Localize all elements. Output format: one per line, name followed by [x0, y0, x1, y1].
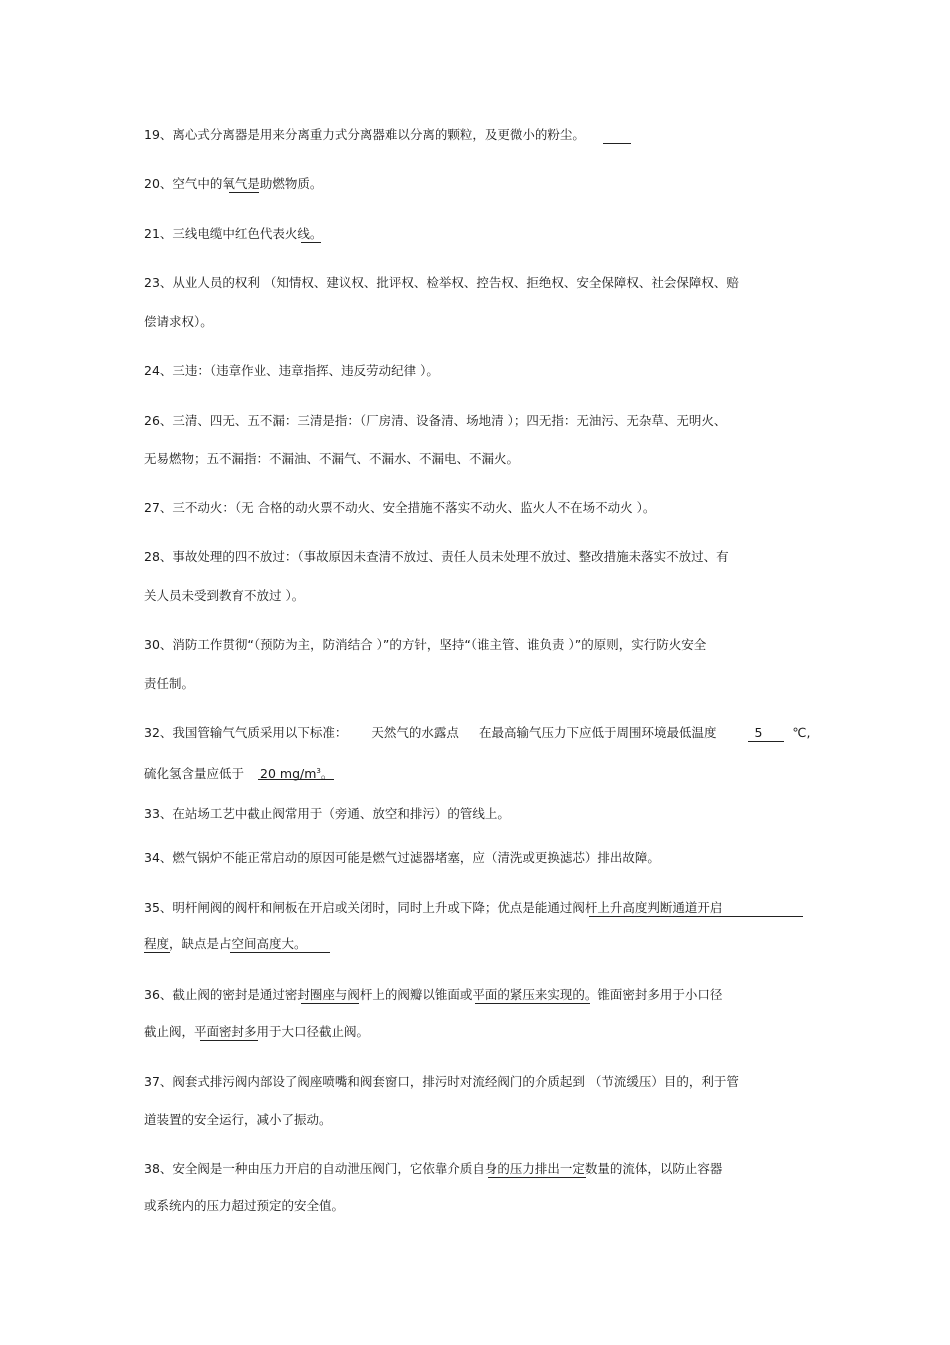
item-28-line2: 关人员未受到教育不放过 ）。 — [144, 588, 305, 603]
item-26-line1: 26、三清、四无、五不漏：三清是指：（厂房清、设备清、场地清 ）；四无指：无油污、无杂草、无明火、 — [144, 413, 727, 428]
answer-underline — [258, 779, 334, 780]
answer-underline — [301, 242, 321, 243]
item-38-line2: 或系统内的压力超过预定的安全值。 — [144, 1198, 345, 1213]
item-30-line1: 30、消防工作贯彻“（预防为主，防消结合 ）”的方针，坚持“（谁主管、谁负责 ）”的原则，实行防火安全 — [144, 637, 707, 652]
item-36-line2: 截止阀，平面密封多用于大口径截止阀。 — [144, 1024, 370, 1039]
answer-underline — [229, 192, 259, 193]
answer-underline — [488, 1177, 586, 1178]
item-37-line1: 37、阀套式排污阀内部设了阀座喷嘴和阀套窗口，排污时对流经阀门的介质起到 （节流缓压）目的，利于管 — [144, 1074, 739, 1089]
item-32-text: 在最高输气压力下应低于周围环境最低温度 — [478, 725, 717, 740]
answer-underline — [589, 916, 803, 917]
answer-underline — [301, 1003, 359, 1004]
answer-underline — [748, 741, 784, 742]
answer-value: 20 mg/m — [260, 766, 317, 782]
item-35-line2: 程度，缺点是占空间高度大。 — [144, 936, 307, 951]
item-26-line2: 无易燃物；五不漏指：不漏油、不漏气、不漏水、不漏电、不漏火。 — [144, 451, 520, 466]
item-23-line1: 23、从业人员的权利 （知情权、建议权、批评权、检举权、控告权、拒绝权、安全保障权、社会保障权、赔 — [144, 275, 739, 290]
item-21: 21、三线电缆中红色代表火线。 — [144, 226, 323, 241]
item-28-line1: 28、事故处理的四不放过：（事故原因未查清不放过、责任人员未处理不放过、整改措施未落实不放过、有 — [144, 549, 729, 564]
item-23-line2: 偿请求权）。 — [144, 314, 213, 329]
answer-underline — [475, 1003, 590, 1004]
superscript: 3 — [316, 767, 321, 775]
answer-underline — [200, 1040, 258, 1041]
item-24: 24、三违：（违章作业、违章指挥、违反劳动纪律 ）。 — [144, 363, 439, 378]
item-20: 20、空气中的氧气是助燃物质。 — [144, 176, 323, 191]
item-37-line2: 道装置的安全运行，减小了振动。 — [144, 1112, 332, 1127]
item-32-text: 天然气的水露点 — [371, 725, 459, 740]
item-38-line1: 38、安全阀是一种由压力开启的自动泄压阀门，它依靠介质自身的压力排出一定数量的流体，以防止容器 — [144, 1161, 723, 1176]
unit-text: ℃, — [792, 725, 811, 740]
item-32-text: 硫化氢含量应低于 — [144, 766, 245, 782]
answer-underline — [230, 952, 330, 953]
blank-underline — [603, 143, 631, 144]
item-19: 19、离心式分离器是用来分离重力式分离器难以分离的颗粒，及更微小的粉尘。 — [144, 127, 585, 142]
answer-value: 5 — [754, 725, 763, 740]
item-34: 34、燃气锅炉不能正常启动的原因可能是燃气过滤器堵塞，应（清洗或更换滤芯）排出故障。 — [144, 850, 660, 865]
item-32-line1 — [144, 725, 810, 741]
item-33: 33、在站场工艺中截止阀常用于（旁通、放空和排污）的管线上。 — [144, 806, 510, 821]
punctuation: 。 — [320, 766, 334, 782]
item-27: 27、三不动火：（无 合格的动火票不动火、安全措施不落实不动火、监火人不在场不动火 ）。 — [144, 500, 656, 515]
item-32-text: 32、我国管输气气质采用以下标准： — [144, 725, 348, 740]
answer-underline — [144, 952, 170, 953]
item-35-line1: 35、明杆闸阀的阀杆和闸板在开启或关闭时，同时上升或下降；优点是能通过阀杆上升高度判断通道开启 — [144, 900, 723, 915]
item-30-line2: 责任制。 — [144, 676, 195, 691]
item-36-line1: 36、截止阀的密封是通过密封圈座与阀杆上的阀瓣以锥面或平面的紧压来实现的。锥面密封多用于小口径 — [144, 987, 723, 1002]
